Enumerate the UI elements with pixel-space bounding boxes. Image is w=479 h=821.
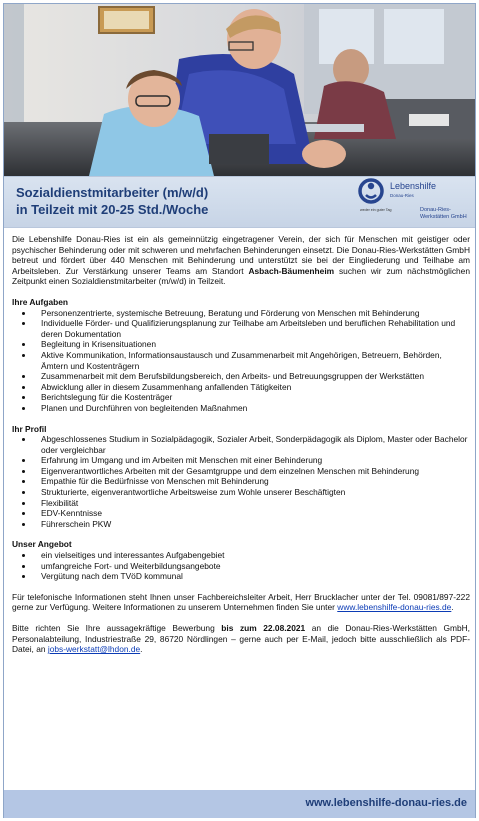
section-heading-profil: Ihr Profil (12, 423, 47, 434)
title-banner (4, 176, 475, 228)
company-logo (356, 178, 474, 224)
list-item: • Empathie für die Bedürfnisse von Menschen mit Behinderung (34, 476, 470, 487)
list-item: • Aktive Kommunikation, Informationsaustausch und Zusammenarbeit mit Angehörigen, Betreuern, Behörden, Ämtern und Kostenträgern (34, 350, 470, 371)
list-item: • EDV-Kenntnisse (34, 508, 470, 519)
tasks-list (12, 308, 470, 414)
list-item: • Abwicklung aller in diesem Zusammenhang anfallenden Tätigkeiten (34, 382, 470, 393)
logo-sub1: Donau-Ries- (420, 207, 451, 213)
footer-bar (4, 790, 475, 818)
list-item: • Zusammenarbeit mit dem Berufsbildungsbereich, den Arbeits- und Betreuungsgruppen der Werkstätten (34, 371, 470, 382)
list-item: • Vergütung nach dem TVöD kommunal (34, 571, 470, 582)
logo-tagline: weder ein guter Tag (360, 208, 392, 212)
logo-brand: Lebenshilfe (390, 181, 437, 191)
list-item: • Berichtslegung für die Kostenträger (34, 392, 470, 403)
offer-list (12, 550, 470, 582)
list-item: • Führerschein PKW (34, 519, 470, 530)
contact-paragraph: Für telefonische Informationen steht Ihnen unser Fachbereichsleiter Arbeit, Herr Brucklacher unter der Tel. 09081/897-222 gerne zur Verfügung. Weitere Informationen zu unserem Unternehmen finden Sie unter www.lebenshilfe-donau-ries.de. (12, 591, 470, 613)
section-heading-angebot: Unser Angebot (12, 539, 72, 550)
list-item: • Eigenverantwortliches Arbeiten mit der Gesamtgruppe und dem einzelnen Menschen mit Behinderung (34, 466, 470, 477)
list-item: • ein vielseitiges und interessantes Aufgabengebiet (34, 550, 470, 561)
logo-region: Donau-Ries (390, 193, 414, 198)
job-title-line1: Sozialdienstmitarbeiter (m/w/d) (16, 185, 209, 200)
list-item: • umfangreiche Fort- und Weiterbildungsangebote (34, 561, 470, 572)
logo-sub2: Werkstätten GmbH (420, 214, 467, 220)
list-item: • Strukturierte, eigenverantwortliche Arbeitsweise zum Wohle unserer Beschäftigten (34, 487, 470, 498)
website-link[interactable]: www.lebenshilfe-donau-ries.de (337, 602, 452, 613)
list-item: • Abgeschlossenes Studium in Sozialpädagogik, Sozialer Arbeit, Sonderpädagogik als Diplom, Master oder Bachelor oder vergleichbar (34, 434, 470, 455)
location: Asbach-Bäumenheim (248, 265, 335, 276)
apply-paragraph: Bitte richten Sie Ihre aussagekräftige Bewerbung bis zum 22.08.2021 an die Donau-Ries-Werkstätten GmbH, Personalabteilung, Industriestraße 29, 86720 Nördlingen – gerne auch per E-Mail, jedoch bitte ausschließlich als PDF-Datei, an jobs-werkstatt@lhdon.de. (12, 623, 470, 655)
list-item: • Personenzentrierte, systemische Betreuung, Beratung und Förderung von Menschen mit Behinderung (34, 308, 470, 319)
job-title (16, 184, 208, 218)
list-item: • Individuelle Förder- und Qualifizierungsplanung zur Teilhabe am Arbeitsleben und beruflichen Rehabilitation und deren Dokumentation (34, 318, 470, 339)
list-item: • Erfahrung im Umgang und im Arbeiten mit Menschen mit einer Behinderung (34, 455, 470, 466)
section-heading-aufgaben: Ihre Aufgaben (12, 296, 68, 307)
job-title-line2: in Teilzeit mit 20-25 Std./Woche (16, 202, 209, 217)
deadline: bis zum 22.08.2021 (221, 623, 306, 633)
footer-url[interactable]: www.lebenshilfe-donau-ries.de (305, 797, 467, 809)
posting-content (12, 234, 470, 665)
lebenshilfe-logo-icon (360, 180, 382, 202)
email-link[interactable]: jobs-werkstatt@lhdon.de (47, 644, 141, 655)
list-item: • Planen und Durchführen von begleitenden Maßnahmen (34, 403, 470, 414)
list-item: • Flexibilität (34, 498, 470, 509)
hero-photo (4, 4, 475, 176)
intro-paragraph: Die Lebenshilfe Donau-Ries ist ein als gemeinnützig eingetragener Verein, der sich für Menschen mit geistiger oder psychischer Behinderung oder mit schweren und mehrfachen Behinderungen einsetzt. Die Donau-Ries-Werkstätten GmbH betreut und fördert über 440 Menschen mit Behinderung und unterstützt sie bei der Eingliederung und Teilhabe am Arbeitsleben. Zur Verstärkung unserer Teams am Standort Asbach-Bäumenheim suchen wir zum nächstmöglichen Zeitpunkt einen Sozialdienstmitarbeiter (m/w/d) in Teilzeit. (12, 234, 470, 287)
list-item: • Begleitung in Krisensituationen (34, 339, 470, 350)
profile-list (12, 434, 470, 529)
